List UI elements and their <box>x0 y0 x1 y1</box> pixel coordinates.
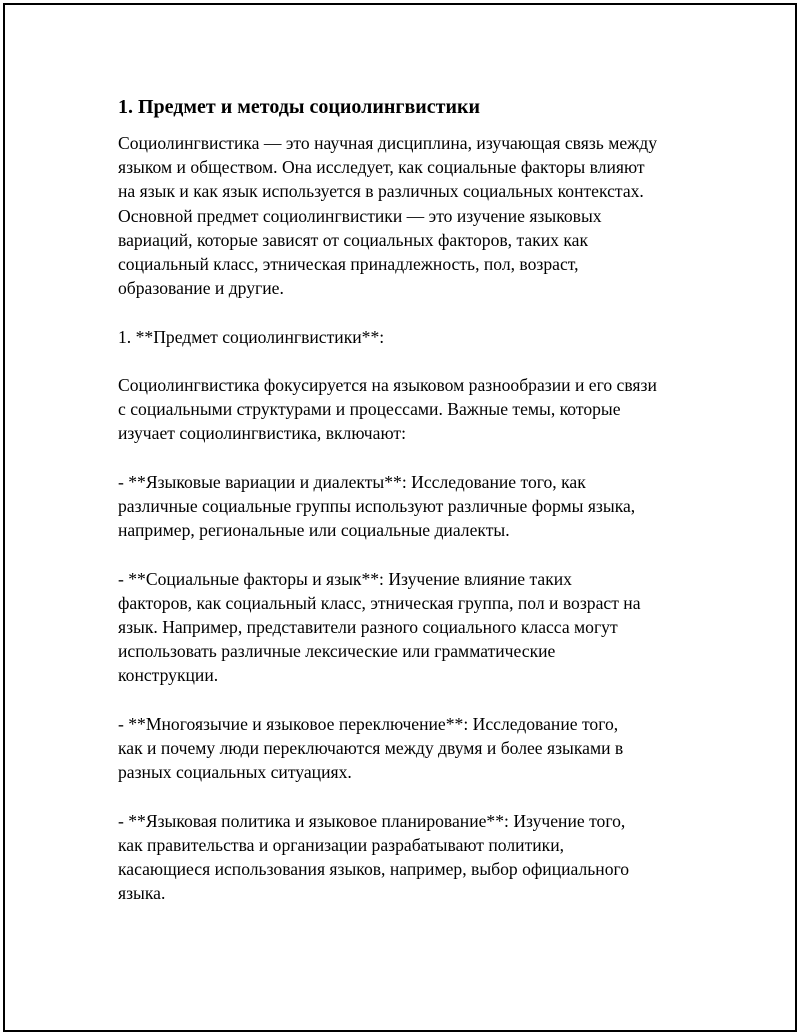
subsection-paragraph: Социолингвистика фокусируется на языковом разнообразии и его связи с социальными структурами и процессами. Важные темы, которые изучает социолингвистика, включают: <box>118 375 657 444</box>
list-item: - **Социальные факторы и язык**: Изучение влияние таких факторов, как социальный класс, этническая группа, пол и возраст на язык. Например, представители разного социального класса могут использовать различные лексические или грамматические конструкции. <box>118 568 641 686</box>
list-item: - **Многоязычие и языковое переключение**: Исследование того, как и почему люди переключаются между двумя и более языками в разных социальных ситуациях. <box>118 713 624 783</box>
intro-paragraph: Социолингвистика — это научная дисциплина, изучающая связь между языком и обществом. Она исследует, как социальные факторы влияют на язык и как язык используется в различных социальных контекстах. Основной предмет социолингвистики — это изучение языковых вариаций, которые зависят от социальных факторов, таких как социальный класс, этническая принадлежность, пол, возраст, образование и другие. <box>118 133 658 299</box>
list-item: - **Языковая политика и языковое планирование**: Изучение того, как правительства и организации разрабатывают политики, касающиеся использования языков, например, выбор официального языка. <box>118 810 630 904</box>
document-body <box>118 94 698 905</box>
subsection-heading: 1. **Предмет социолингвистики**: <box>118 326 385 347</box>
list-item: - **Языковые вариации и диалекты**: Исследование того, как различные социальные группы используют различные формы языка, например, региональные или социальные диалекты. <box>118 471 636 541</box>
section-heading: 1. Предмет и методы социолингвистики <box>118 96 481 118</box>
